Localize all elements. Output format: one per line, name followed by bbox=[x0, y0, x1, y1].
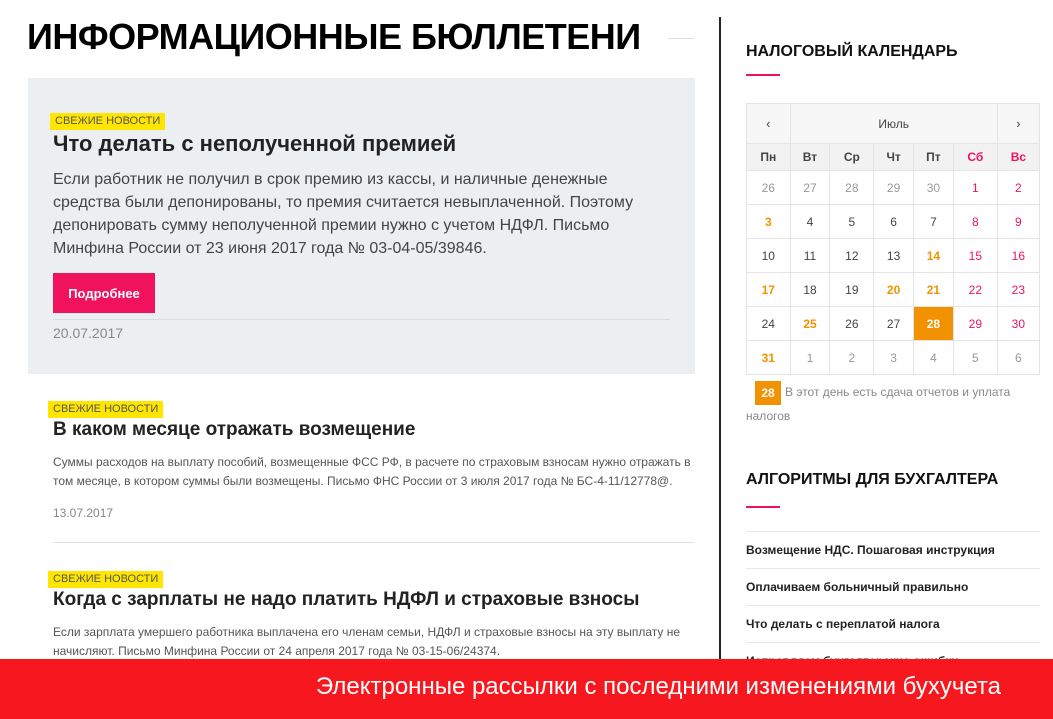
calendar-day[interactable]: 5 bbox=[953, 341, 997, 375]
calendar-day[interactable]: 17 bbox=[747, 273, 791, 307]
read-more-button[interactable]: Подробнее bbox=[53, 273, 155, 313]
title-divider bbox=[668, 38, 694, 39]
calendar-day[interactable]: 23 bbox=[997, 273, 1039, 307]
featured-article bbox=[28, 78, 695, 374]
calendar-day[interactable]: 31 bbox=[747, 341, 791, 375]
calendar-day[interactable]: 11 bbox=[790, 239, 830, 273]
weekday-label: Ср bbox=[830, 144, 874, 171]
calendar-day[interactable]: 15 bbox=[953, 239, 997, 273]
calendar-day[interactable]: 4 bbox=[913, 341, 953, 375]
calendar-day[interactable]: 6 bbox=[874, 205, 914, 239]
calendar-day[interactable]: 28 bbox=[913, 307, 953, 341]
sidebar bbox=[719, 17, 1053, 717]
calendar-day[interactable]: 26 bbox=[830, 307, 874, 341]
calendar-day[interactable]: 14 bbox=[913, 239, 953, 273]
calendar-day[interactable]: 19 bbox=[830, 273, 874, 307]
calendar-day[interactable]: 21 bbox=[913, 273, 953, 307]
weekday-label: Сб bbox=[953, 144, 997, 171]
prev-month-icon[interactable]: ‹ bbox=[747, 104, 791, 144]
calendar-day[interactable]: 3 bbox=[874, 341, 914, 375]
algorithm-link[interactable]: Возмещение НДС. Пошаговая инструкция bbox=[746, 531, 1040, 568]
article-title[interactable]: Что делать с неполученной премией bbox=[53, 131, 457, 156]
news-tag[interactable]: СВЕЖИЕ НОВОСТИ bbox=[48, 401, 163, 418]
calendar-day[interactable]: 1 bbox=[953, 171, 997, 205]
calendar-day[interactable]: 6 bbox=[997, 341, 1039, 375]
article-date: 13.07.2017 bbox=[53, 506, 114, 520]
calendar-day[interactable]: 22 bbox=[953, 273, 997, 307]
calendar-day[interactable]: 18 bbox=[790, 273, 830, 307]
calendar-month: Июль bbox=[790, 104, 997, 144]
calendar-day[interactable]: 2 bbox=[997, 171, 1039, 205]
calendar-day[interactable]: 3 bbox=[747, 205, 791, 239]
article-title[interactable]: Когда с зарплаты не надо платить НДФЛ и страховые взносы bbox=[53, 589, 640, 610]
news-tag[interactable]: СВЕЖИЕ НОВОСТИ bbox=[50, 113, 165, 130]
calendar-day[interactable]: 10 bbox=[747, 239, 791, 273]
algorithm-link[interactable]: Оплачиваем больничный правильно bbox=[746, 568, 1040, 605]
calendar-day[interactable]: 20 bbox=[874, 273, 914, 307]
weekday-label: Чт bbox=[874, 144, 914, 171]
weekday-label: Вс bbox=[997, 144, 1039, 171]
article-text: Суммы расходов на выплату пособий, возмещенные ФСС РФ, в расчете по страховым взносам нужно отражать в том месяце, в котором суммы были возмещены. Письмо ФНС России от 3 июля 2017 года № БС-4-11/12778@. bbox=[53, 455, 691, 488]
tax-calendar-heading: НАЛОГОВЫЙ КАЛЕНДАРЬ bbox=[746, 43, 958, 60]
article-title[interactable]: В каком месяце отражать возмещение bbox=[53, 419, 416, 440]
report-day-badge: 28 bbox=[755, 381, 781, 405]
calendar-day[interactable]: 1 bbox=[790, 341, 830, 375]
banner-text: Электронные рассылки с последними изменениями бухучета bbox=[315, 673, 1001, 700]
article-text: Если работник не получил в срок премию из кассы, и наличные денежные средства были депонированы, то премия считается невыплаченной. Поэтому депонировать сумму неполученной премии нужно с учетом НДФЛ. Письмо Минфина России от 23 июня 2017 года № 03-04-05/39846. bbox=[53, 171, 634, 257]
calendar-day[interactable]: 7 bbox=[913, 205, 953, 239]
article-date: 20.07.2017 bbox=[53, 325, 124, 341]
calendar-day[interactable]: 25 bbox=[790, 307, 830, 341]
next-month-icon[interactable]: › bbox=[997, 104, 1039, 144]
page-title: ИНФОРМАЦИОННЫЕ БЮЛЛЕТЕНИ bbox=[27, 16, 641, 57]
calendar-day[interactable]: 8 bbox=[953, 205, 997, 239]
calendar-legend bbox=[746, 381, 1036, 427]
article-text: Если зарплата умершего работника выплачена его членам семьи, НДФЛ и страховые взносы на эту выплату не начисляют. Письмо Минфина России от 24 апреля 2017 года № 03-15-06/24374. bbox=[53, 625, 681, 658]
algorithm-link[interactable]: Что делать с переплатой налога bbox=[746, 605, 1040, 642]
divider bbox=[53, 319, 670, 320]
calendar-day[interactable]: 27 bbox=[874, 307, 914, 341]
algorithms-heading: АЛГОРИТМЫ ДЛЯ БУХГАЛТЕРА bbox=[746, 471, 999, 488]
heading-accent bbox=[746, 506, 780, 508]
calendar-day[interactable]: 4 bbox=[790, 205, 830, 239]
calendar-day[interactable]: 30 bbox=[997, 307, 1039, 341]
divider bbox=[53, 542, 694, 543]
calendar-day[interactable]: 16 bbox=[997, 239, 1039, 273]
calendar-day[interactable]: 26 bbox=[747, 171, 791, 205]
calendar-day[interactable]: 13 bbox=[874, 239, 914, 273]
calendar-day[interactable]: 5 bbox=[830, 205, 874, 239]
heading-accent bbox=[746, 74, 780, 76]
calendar-day[interactable]: 27 bbox=[790, 171, 830, 205]
news-tag[interactable]: СВЕЖИЕ НОВОСТИ bbox=[48, 571, 163, 588]
article-card bbox=[53, 401, 694, 541]
weekday-label: Вт bbox=[790, 144, 830, 171]
weekday-label: Пт bbox=[913, 144, 953, 171]
calendar-day[interactable]: 30 bbox=[913, 171, 953, 205]
calendar-day[interactable]: 29 bbox=[874, 171, 914, 205]
calendar-day[interactable]: 24 bbox=[747, 307, 791, 341]
article-card bbox=[53, 571, 694, 659]
weekday-label: Пн bbox=[747, 144, 791, 171]
algorithms-list bbox=[746, 531, 1040, 679]
tax-calendar bbox=[746, 103, 1040, 375]
calendar-day[interactable]: 9 bbox=[997, 205, 1039, 239]
legend-text: В этот день есть сдача отчетов и уплата налогов bbox=[746, 385, 1011, 423]
promo-banner[interactable] bbox=[0, 659, 1053, 719]
calendar-day[interactable]: 12 bbox=[830, 239, 874, 273]
calendar-day[interactable]: 2 bbox=[830, 341, 874, 375]
calendar-day[interactable]: 28 bbox=[830, 171, 874, 205]
calendar-day[interactable]: 29 bbox=[953, 307, 997, 341]
